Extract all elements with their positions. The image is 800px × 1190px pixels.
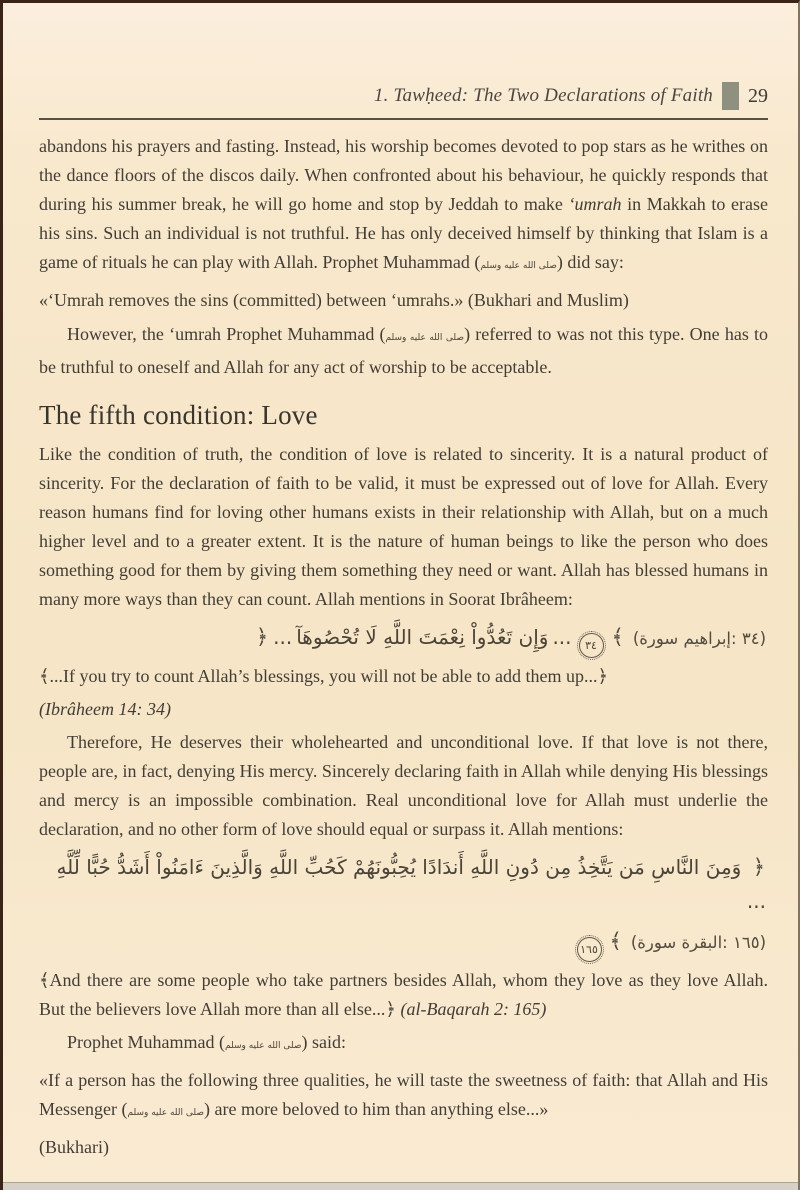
body-paragraph-1: abandons his prayers and fasting. Instead, his worship becomes devoted to pop stars as he writhes on the dance floors of the discos daily. When confronted about his behaviour, he quickly responds that during his summer break, he will go home and stop by Jeddah to make ‘umrah in Makkah to erase his sins. Such an individual is not truthful. He has only deceived himself by thinking that Islam is a game of rituals he can play with Allah. Prophet Muhammad (صلى الله عليه وسلم) did say:	[39, 136, 769, 272]
page-header	[39, 79, 768, 113]
quran-translation-2: ﴾And there are some people who take partners besides Allah, whom they love as they love Allah. But the believers love Allah more than all else...﴿ (al-Baqarah 2: 165)	[39, 970, 768, 1019]
ornate-bracket-close-icon: ﴾	[609, 929, 622, 953]
quran-translation-1: ﴾...If you try to count Allah’s blessings, you will not be able to add them up...﴿	[39, 666, 609, 686]
hadith-quote-1: «‘Umrah removes the sins (committed) between ‘umrahs.» (Bukhari and Muslim)	[39, 290, 629, 310]
page-number-tab	[722, 82, 739, 110]
body-paragraph-4: Therefore, He deserves their wholehearted and unconditional love. If that love is not there, people are, in fact, denying His mercy. Sincerely declaring faith in Allah while denying His blessings and mercy is an impossible combination. Real unconditional love for Allah must underlie the declaration, and no other form of love should equal or surpass it. Allah mentions:	[39, 732, 768, 839]
ellipsis: ...	[746, 889, 766, 913]
chapter-title: 1. Tawḥeed: The Two Declarations of Faith	[373, 85, 713, 106]
hadith-2-source: (Bukhari)	[39, 1137, 109, 1157]
verse-1-reference: (Ibrâheem 14: 34)	[39, 699, 171, 719]
ellipsis: ...	[552, 625, 572, 649]
verse-2-arabic-text: وَمِنَ النَّاسِ مَن يَتَّخِذُ مِن دُونِ اللَّهِ أَندَادًا يُحِبُّونَهُمْ كَحُبِّ اللَّهِ وَالَّذِينَ ءَامَنُواْ أَشَدُّ حُبًّا لِّلَّهِ	[56, 855, 742, 879]
page-bottom-edge	[3, 1182, 798, 1190]
ornate-bracket-open-icon: ﴿	[255, 625, 269, 649]
body-paragraph-2: However, the ‘umrah Prophet Muhammad (صلى الله عليه وسلم) referred to was not this type. One has to be truthful to oneself and Allah for any act of worship to be acceptable.	[39, 324, 768, 377]
quran-verse-arabic-1	[39, 620, 768, 658]
ornate-bracket-close-icon: ﴾	[611, 625, 624, 649]
verse-1-citation-arabic: (سورة‎ إبراهيم‎: ٣٤)	[632, 629, 766, 648]
ellipsis: ...	[273, 625, 293, 649]
page-content	[39, 79, 768, 1166]
ayah-number-medallion: ١٦٥	[577, 937, 602, 962]
body-paragraph-5: Prophet Muhammad (صلى الله عليه وسلم) said:	[67, 1032, 346, 1052]
quran-verse-arabic-2	[39, 850, 768, 918]
ornate-bracket-open-icon: ﴿	[752, 855, 765, 879]
page-number: 29	[748, 84, 768, 107]
hadith-quote-2: «If a person has the following three qualities, he will taste the sweetness of faith: that Allah and His Messenger (صلى الله عليه وسلم) are more beloved to him than anything else...»	[39, 1070, 768, 1119]
quran-verse-2-citation-line	[39, 924, 768, 962]
ayah-number-medallion: ٣٤	[579, 633, 604, 658]
header-divider	[39, 118, 768, 120]
verse-2-citation-arabic: (سورة‎ البقرة‎: ١٦٥)	[630, 933, 766, 952]
body-paragraph-3: Like the condition of truth, the condition of love is related to sincerity. It is a natural product of sincerity. For the declaration of faith to be valid, it must be expressed out of love for Allah. Every reason humans find for loving other humans exists in their relationship with Allah, but on a much higher level and to a greater extent. It is the nature of human beings to like the person who does something good for them by giving them something they need or want. Allah has blessed humans in many more ways than they can count. Allah mentions in Soorat Ibrâheem:	[39, 444, 768, 609]
section-heading: The fifth condition: Love	[39, 400, 318, 430]
verse-1-arabic-text: وَإِن تَعُدُّواْ نِعْمَتَ اللَّهِ لَا تُحْصُوهَآ	[296, 625, 549, 649]
